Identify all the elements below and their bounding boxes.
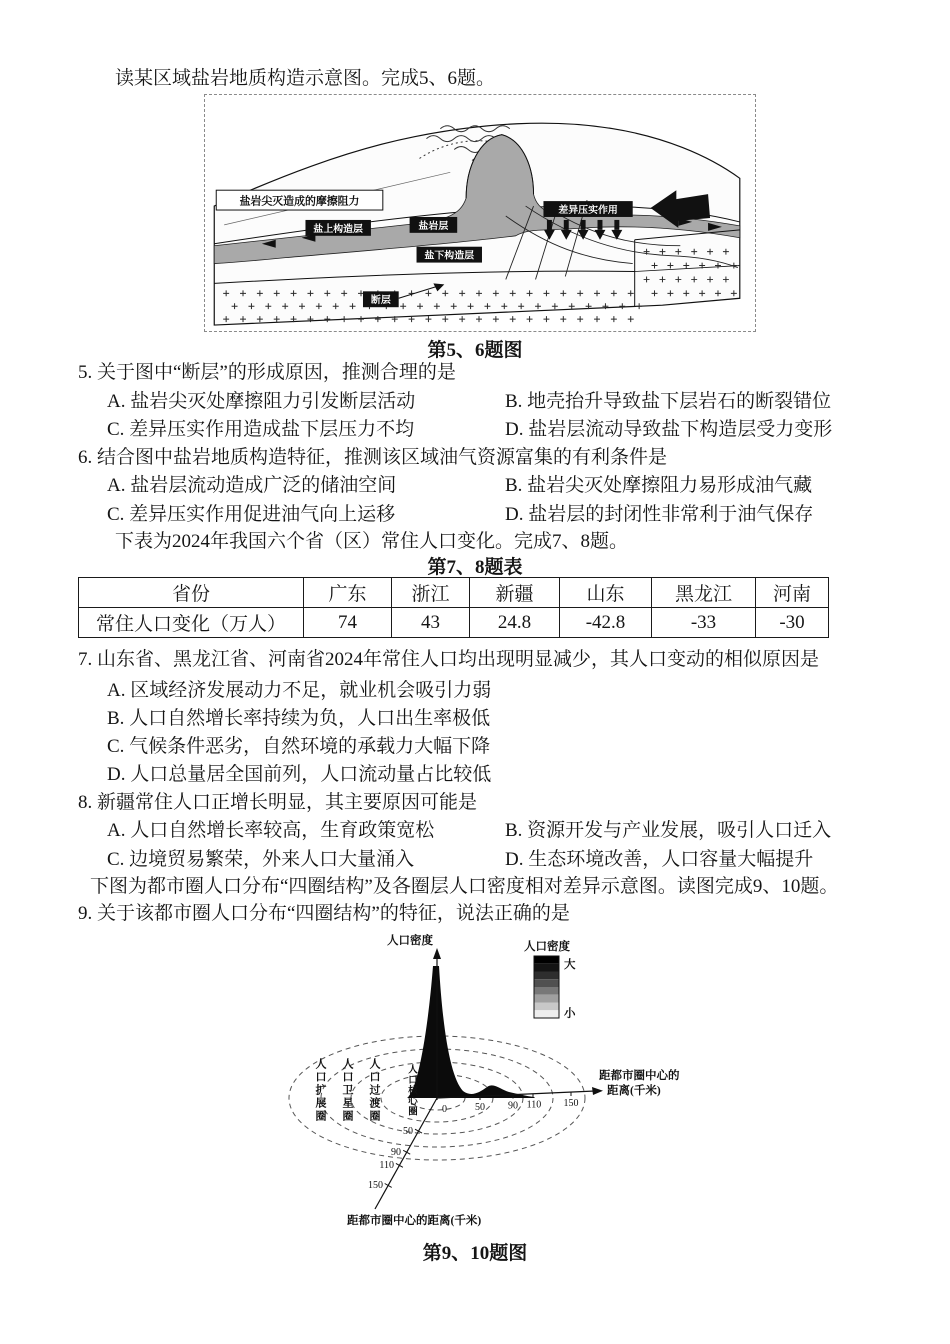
table-value-heilongjiang: -33 (652, 608, 756, 638)
fig1-intro-text: 读某区域盐岩地质构造示意图。完成5、6题。 (115, 68, 496, 89)
y-axis-arrowhead (433, 948, 441, 959)
salt-structure-diagram (205, 95, 755, 331)
fig1-label-salt-layer: 盐岩层 (418, 220, 449, 232)
diag-tick-90: 90 (391, 1147, 401, 1158)
table-header-row (79, 578, 829, 608)
legend-gradient-bar (534, 956, 559, 1018)
q8-option-a: A. 人口自然增长率较高，生育政策宽松 (107, 820, 435, 841)
table-value-shandong: -42.8 (560, 608, 652, 638)
q8-option-b: B. 资源开发与产业发展，吸引人口迁入 (505, 820, 832, 841)
table-value-zhejiang: 43 (392, 608, 470, 638)
ring-label-transition: 人口过渡圈 (368, 1058, 380, 1123)
salt-structure-figure (204, 94, 756, 332)
x-tick-90: 90 (508, 1100, 518, 1112)
q8-option-c: C. 边境贸易繁荣，外来人口大量涌入 (107, 849, 415, 870)
q8-option-d: D. 生态环境改善，人口容量大幅提升 (505, 849, 814, 870)
q5-option-d: D. 盐岩层流动导致盐下构造层受力变形 (505, 419, 833, 440)
q7-option-b: B. 人口自然增长率持续为负，人口出生率极低 (107, 708, 491, 729)
ring-label-core: 人口核心圈 (406, 1064, 416, 1117)
q6-options-row2 (107, 502, 813, 528)
q6-option-a: A. 盐岩层流动造成广泛的储油空间 (107, 475, 397, 496)
y-axis-label: 人口密度 (387, 935, 433, 947)
fig2-caption: 第9、10题图 (422, 1243, 528, 1264)
table-value-guangdong: 74 (304, 608, 392, 638)
q8-options-row1 (107, 818, 831, 844)
table-header-zhejiang: 浙江 (392, 578, 470, 608)
table-header-guangdong: 广东 (304, 578, 392, 608)
x-tick-0: 0 (442, 1104, 447, 1115)
legend-high-label: 大 (564, 959, 576, 971)
fig1-label-differential-compaction: 差异压实作用 (558, 205, 618, 216)
diag-tick-150: 150 (368, 1180, 383, 1191)
table-data-row (79, 608, 829, 638)
table-header-heilongjiang: 黑龙江 (652, 578, 756, 608)
population-rings-figure (275, 926, 705, 1236)
table-caption: 第7、8题表 (427, 557, 523, 578)
ring-label-expansion: 人口扩展圈 (314, 1058, 326, 1123)
table-intro-text: 下表为2024年我国六个省（区）常住人口变化。完成7、8题。 (115, 531, 629, 552)
table-header-shandong: 山东 (560, 578, 652, 608)
fig1-label-sub-salt: 盐下构造层 (424, 250, 475, 262)
fig1-label-friction: 盐岩尖灭造成的摩擦阻力 (239, 195, 360, 208)
table-value-henan: -30 (756, 608, 829, 638)
q5-option-b: B. 地壳抬升导致盐下层岩石的断裂错位 (505, 391, 832, 412)
fig1-label-supra-salt: 盐上构造层 (313, 223, 363, 235)
q5-option-c: C. 差异压实作用造成盐下层压力不均 (107, 419, 415, 440)
diag-tick-110: 110 (379, 1160, 394, 1171)
q6-option-c: C. 差异压实作用促进油气向上运移 (107, 504, 396, 525)
ring-label-satellite: 人口卫星圈 (341, 1058, 353, 1123)
table-header-xinjiang: 新疆 (470, 578, 560, 608)
q7-option-d: D. 人口总量居全国前列，人口流动量占比较低 (107, 764, 492, 785)
q6-option-d: D. 盐岩层的封闭性非常利于油气保存 (505, 504, 814, 525)
table-header-province: 省份 (79, 578, 304, 608)
q5-options-row2 (107, 417, 832, 443)
legend-title: 人口密度 (524, 941, 570, 953)
x-tick-50: 50 (475, 1102, 485, 1113)
q5-options-row1 (107, 389, 831, 415)
x-tick-150: 150 (563, 1098, 579, 1109)
diag-tick-50: 50 (403, 1126, 413, 1137)
table-value-xinjiang: 24.8 (470, 608, 560, 638)
x-axis-label-line2: 距离(千米) (607, 1085, 661, 1097)
q6-stem: 6. 结合图中盐岩地质构造特征，推测该区域油气资源富集的有利条件是 (78, 447, 668, 468)
q6-option-b: B. 盐岩尖灭处摩擦阻力易形成油气藏 (505, 475, 813, 496)
fig1-label-fault: 断层 (370, 295, 391, 307)
x-tick-110: 110 (526, 1099, 542, 1111)
q9-stem: 9. 关于该都市圈人口分布“四圈结构”的特征，说法正确的是 (78, 903, 570, 924)
q5-option-a: A. 盐岩尖灭处摩擦阻力引发断层活动 (107, 391, 416, 412)
q5-stem: 5. 关于图中“断层”的形成原因，推测合理的是 (78, 362, 456, 383)
density-curve (407, 966, 535, 1098)
x-axis-label-line1: 距都市圈中心的 (599, 1070, 680, 1082)
q7-option-c: C. 气候条件恶劣，自然环境的承载力大幅下降 (107, 736, 491, 757)
population-change-table (78, 577, 829, 638)
bottom-axis-label: 距都市圈中心的距离(千米) (347, 1215, 482, 1227)
q6-options-row1 (107, 473, 812, 499)
q8-stem: 8. 新疆常住人口正增长明显，其主要原因可能是 (78, 792, 478, 813)
q7-stem: 7. 山东省、黑龙江省、河南省2024年常住人口均出现明显减少，其人口变动的相似原因是 (78, 649, 820, 670)
q7-option-a: A. 区域经济发展动力不足，就业机会吸引力弱 (107, 680, 492, 701)
legend-low-label: 小 (564, 1008, 576, 1020)
fig2-intro-text: 下图为都市圈人口分布“四圈结构”及各圈层人口密度相对差异示意图。读图完成9、10题。 (90, 876, 839, 897)
table-header-henan: 河南 (756, 578, 829, 608)
x-axis-arrowhead (592, 1087, 603, 1095)
fig1-caption: 第5、6题图 (427, 340, 523, 361)
table-row-label: 常住人口变化（万人） (79, 608, 304, 638)
q8-options-row2 (107, 847, 813, 873)
